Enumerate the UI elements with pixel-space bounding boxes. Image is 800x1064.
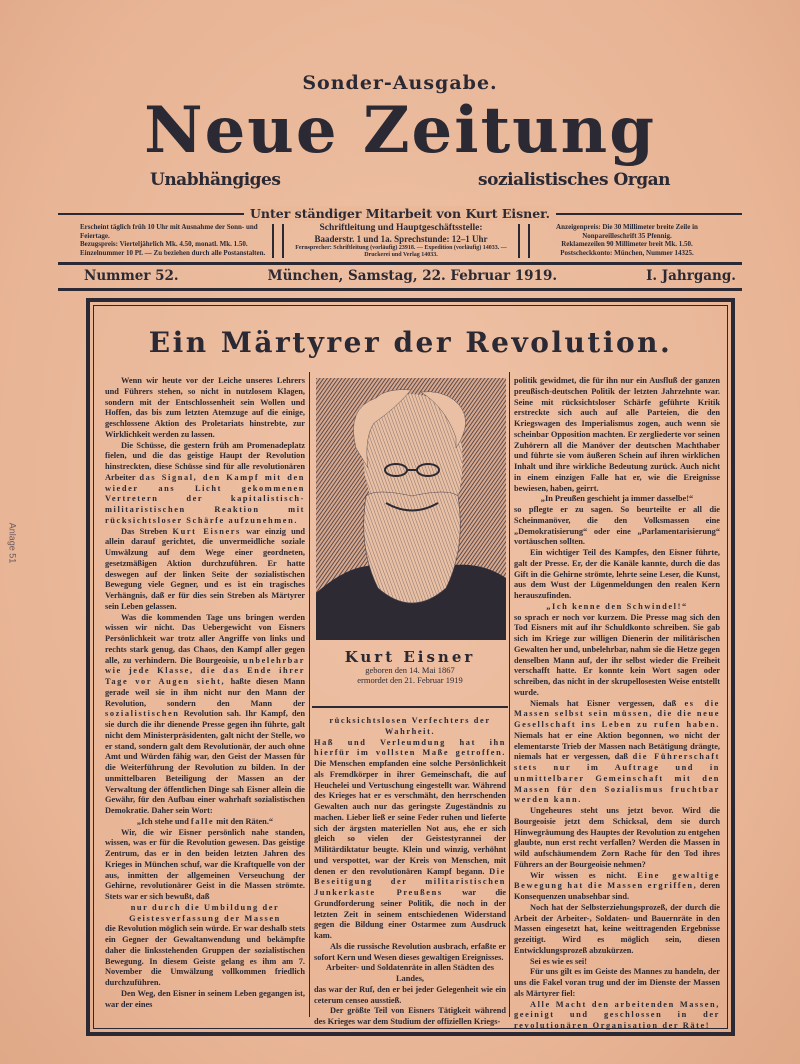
archive-annotation: Anlage 51 [7,522,18,564]
paragraph-text: Wenn wir heute vor der Leiche unseres Lehrers und Führers stehen, so nicht in nutzlosem Klagen, sondern mit der Entschlossenheit sein Wollen und Hoffen, das bis zum letzten Atemzuge auf die einige, geschlossene Aktion des Proletariats hinstrebte, zur Wirklichkeit werden zu lassen. [105,376,305,439]
portrait-caption [312,648,508,685]
article-paragraph [314,985,506,1007]
paragraph-text: Ungeheures steht uns jetzt bevor. Wird die Bourgeoisie jetzt dem Schicksal, dem sie durch Hinwegräumung des Hauptes der Revolution zu entgehen glaubte, nun erst recht verfallen? Werden die Massen in wild aufschäumendem Zorn Rache für den Tod ihres Führers an der Bourgeoisie nehmen? [514,806,720,869]
column-divider [309,372,310,1017]
info-line: Schriftleitung und Hauptgeschäftsstelle: [319,223,483,233]
info-line: Baaderstr. 1 und 1a. Sprechstunde: 12–1 Uhr [314,234,488,244]
emphasized-text: unbelehrbar wie jede Klasse, die das Ende ihrer Tage vor Augen sieht, [105,655,305,686]
subtitle-right: sozialistisches Organ [478,170,670,190]
article-paragraph [105,903,305,925]
caption-born: geboren den 14. Mai 1867 [365,665,455,675]
divider [58,288,742,291]
article-column-3 [514,376,721,1030]
article-paragraph [105,376,305,441]
emphasized-text: falle [190,816,215,826]
issue-row [84,268,736,284]
article-paragraph [514,957,720,968]
paragraph-text: Noch hat der Selbsterziehungsprozeß, der durch die Arbeit der Arbeiter-, Soldaten- und Bauernräte in den Massen eingesetzt hat, keine weittragenden Ergebnisse gezeitigt. Wird es möglich sein, diesen Entwicklungsprozeß abzukürzen. [514,902,720,955]
paragraph-text: deren Konsequenzen unabsehbar sind. [514,881,721,901]
info-publication [80,223,268,257]
emphasized-text: nur durch die Umbildung der Geistesverfassung der Massen [129,902,281,923]
article-paragraph [105,828,305,903]
article-paragraph [514,1000,720,1032]
article-paragraph [105,924,305,989]
caption-name: Kurt Eisner [344,648,476,666]
paragraph-text: Niemals hat er eine Aktion begonnen, wo nicht der elementarste Trieb der Massen nach Betätigung drängte, niemals hat er vergessen, daß [514,730,720,762]
article-paragraph [514,871,720,903]
paragraph-text: Den Weg, den Eisner in seinem Leben gegangen ist, war der eines [105,988,305,1009]
article-paragraph [105,527,305,613]
emphasized-text: „Ich kenne den Schwindel!“ [546,601,688,611]
article-paragraph [514,699,720,807]
issue-date: München, Samstag, 22. Februar 1919. [267,268,558,284]
emphasized-text: die Führerschaft stets nur im Auftrage und in unmittelbarer Gemeinschaft mit den Massen für den Sozialismus fruchtbar werden kann. [514,752,720,805]
article-paragraph [514,967,720,999]
paragraph-text: war einzig und allein darauf gerichtet, die unvermeidliche soziale Umwälzung auf dem Wege einer geordneten, gesetzmäßigen Aktion durchzuführen. Er hatte deswegen auf der linken Seite der sozialistischen Bewegung viele Gegner, und es ist ein tragisches Verhängnis, daß er für dies sein Streben als Märtyrer sein Leben gelassen. [105,526,305,611]
paragraph-text: Wir wissen es nicht. [530,870,638,880]
article-column-2 [314,716,506,1026]
portrait-image [316,378,506,640]
article-paragraph [314,963,506,985]
article-paragraph [514,613,720,699]
emphasized-text: das Signal, den Kampf mit den wieder ans Licht gekommenen Vertretern der kapitalistisch-militaristischen Reaktion mit rücksichtsloser Schärfe aufzunehmen. [105,472,305,525]
paragraph-text: Der größte Teil von Eisners Tätigkeit während des Krieges war dem Studium der offiziellen Kriegs- [314,1006,506,1026]
paragraph-text: Revolution sah. Ihr Kampf, den sie durch die ihr dienende Presse gegen ihn führte, galt nicht dem Ministerpräsidenten, galt nicht der Stelle, wo er stand, sondern galt dem Revolutionär, der auch ohne Amt und Würden fähig war, den Geist der Massen für die Weiterführung der Revolution zu bilden. In der unmittelbaren Beteiligung der Massen an der Verwaltung der öffentlichen Dinge sah Eisner allein die Gewähr, für den Aufbau einer wahrhaft sozialistischen Demokratie. Daher sein Wort: [105,709,305,815]
paragraph-text: mit den Räten.“ [214,816,274,826]
article-paragraph [314,716,506,738]
paragraph-text: politik gewidmet, die für ihn nur ein Ausfluß der ganzen preußisch-deutschen Politik der letzten Jahrzehnte war. Seine mit rücksichtsloser Schärfe geführte Kritik erstreckte sich auch auf alle Parteien, die den Kriegswagen des Imperialismus zogen, auch wenn sie scheinbar Opposition machten. Er zergliederte vor seinen Zuhörern all die Manöver der deutschen Machthaber und führte sie vom äußeren Schein auf ihren wirklichen Inhalt und ihre wirkliche Bedeutung zurück. Auch nicht in einem einzigen Falle hat er, wie die Ereignisse bewiesen, haben, geirrt. [514,376,720,493]
article-paragraph [514,602,720,613]
article-column-1 [105,376,305,1016]
info-line: Einzelnummer 10 Pf. — Zu beziehen durch alle Postanstalten. [80,248,266,257]
divider [312,706,508,708]
masthead-subtitle [150,170,670,190]
paragraph-text: war die Grundforderung seiner Politik, die noch in der letzten Zeit in seinem entschiedenen Widerstand gegen die Bildung einer Ostarmee zum Ausdruck kam. [314,888,506,940]
info-line: Erscheint täglich früh 10 Uhr mit Ausnahme der Sonn- und Feiertage. [80,223,258,240]
paragraph-text: so pflegte er zu sagen. So beurteilte er all die Scheinmanöver, die den Volksmassen eine „Demokratisierung“ oder eine „Parlamentarisierung“ vortäuschen sollten. [514,505,720,547]
newspaper-masthead: Neue Zeitung [144,93,656,168]
paragraph-text: Die Schüsse, die gestern früh am Promenadeplatz fielen, und die das geistige Haupt der Revolution hinstreckten, diese Schüsse sind für alle revolutionären Arbeiter [105,440,305,482]
article-paragraph [314,1006,506,1028]
article-paragraph [514,548,720,602]
paragraph-text: Arbeiter- und Soldatenräte in allen Städten des Landes, [326,963,494,983]
emphasized-text: Kurt Eisners [172,526,241,536]
paragraph-text: Sei es wie es sei! [530,956,588,966]
paragraph-text: Niemals hat Eisner vergessen, daß [530,698,685,708]
info-editorial-office [290,223,512,259]
article-paragraph [105,441,305,527]
edition-label: Sonder-Ausgabe. [302,72,498,94]
collaboration-line [0,206,800,221]
column-divider [509,372,510,1017]
info-advertising [534,223,720,257]
article-paragraph [514,376,720,494]
article-paragraph [105,613,305,817]
info-line: Anzeigenpreis: Die 30 Millimeter breite Zeile in Nonpareilleschrift 35 Pfennig. [556,223,698,240]
caption-died: ermordet den 21. Februar 1919 [357,674,463,685]
emphasized-text: Die Beseitigung der militaristischen Junkerkaste Preußens [314,866,506,897]
emphasized-text: es die Massen selbst sein müssen, die die neue Gesellschaft ins Leben zu rufen haben. [514,698,720,729]
paragraph-text: Wir, die wir Eisner persönlich nahe standen, wissen, was er für die Revolution gewesen. Das geistige Zentrum, das er in den beiden letzten Jahren des Krieges in München schuf, war die Kraftquelle von der aus, inmitten der allgemeinen Verseuchung der Gehirne, revolutionärer Geist in die Massen strömte. Stets war er sich bewußt, daß [105,827,305,901]
paragraph-text: so sprach er noch vor kurzem. Die Presse mag sich den Tod Eisners mit auf ihr Schuldkonto schreiben. Sie gab sich im Kriege zur willigen Dienerin der militärischen Gewalten her und, unbelehrbar, nahm sie die Hetze gegen denselben Mann auf, der ihr selbst wieder die Freiheit verschafft hatte. Er konnte kein Wort sagen oder schreiben, das nicht in der skrupellosesten Weise entstellt wurde. [514,612,720,697]
issue-volume: I. Jahrgang. [646,268,736,284]
emphasized-text: Eine gewaltige Bewegung hat die Massen ergriffen, [514,870,720,891]
divider [518,224,530,258]
paragraph-text: haßte diesen Mann gerade weil sie in ihm nicht nur den Mann der Revolution, sondern den Mann der [105,677,305,708]
paragraph-text: Als die russische Revolution ausbrach, erfaßte er sofort Kern und Wesen dieses gewaltigen Ereignisses. [314,941,506,962]
paragraph-text: Die Menschen empfanden eine solche Persönlichkeit als Fremdkörper in ihrer Gemeinschaft, die auf Heuchelei und Vertuschung eingestellt war. Während des Krieges hat er es verschmäht, den herrschenden Gewalten auch nur das geringste Zugeständnis zu machen. Lieber ließ er seine Feder ruhen und lieferte sich der ärgsten materiellen Not aus, ehe er sich gleich so vielen der Geistestyrannei der Militärdiktatur beugte. Klein und winzig, verhöhnt und verspottet, war der Kreis von Menschen, mit denen er den revolutionären Kampf begann. [314,759,506,876]
emphasized-text: sozialistischen [105,709,180,719]
paragraph-text: die Revolution möglich sein würde. Er war deshalb stets ein Gegner der Gewaltanwendung und bekämpfte daher die linksstehenden Gruppen der sozialistischen Bewegung. In diesem Geiste gelang es ihm am 7. November die Umwälzung vollkommen friedlich durchzuführen. [105,924,305,987]
paragraph-text: „Ich stehe und [136,816,191,826]
info-line: Bezugspreis: Vierteljährlich Mk. 4.50, monatl. Mk. 1.50. [80,240,248,248]
paragraph-text: Ein wichtiger Teil des Kampfes, den Eisner führte, galt der Presse. Er, der die Kanäle kannte, durch die das Gift in die Gehirne strömte, lehrte seine Leser, die Kunst, aus dem Wust der Lügenmeldungen den realen Kern herauszufinden. [514,548,720,600]
info-line: Postscheckkonto: München, Nummer 14325. [560,248,694,257]
article-paragraph [105,989,305,1011]
issue-number: Nummer 52. [84,268,179,284]
paragraph-text: Für uns gilt es im Geiste des Mannes zu handeln, der uns die Fakel voran trug und der im Dienste der Massen als Märtyrer fiel: [514,967,720,998]
article-paragraph [314,942,506,964]
paragraph-text: Das Streben [121,526,173,536]
article-title: Ein Märtyrer der Revolution. [148,326,673,359]
article-paragraph [314,738,506,942]
article-paragraph [514,494,720,505]
article-paragraph [105,817,305,828]
collaboration-text: Unter ständiger Mitarbeit von Kurt Eisner. [244,206,556,221]
article-paragraph [514,505,720,548]
info-line: Fernsprecher: Schriftleitung (vorläufig) 23918. — Expedition (vorläufig) 14033. — Druckerei und Verlag 14033. [295,244,507,258]
emphasized-text: rücksichtslosen Verfechters der Wahrheit. [329,716,491,736]
divider [58,262,742,265]
paragraph-text: Was die kommenden Tage uns bringen werden wissen wir nicht. Das Uebergewicht von Eisners Persönlichkeit war trotz aller Angriffe von links und rechts stark genug, das Chaos, den Kampf aller gegen alle, zu verhindern. Die Bourgeoisie, [105,612,305,665]
emphasized-text: Haß und Verleumdung hat ihn hierfür im vollsten Maße getroffen. [314,737,506,758]
paragraph-text: „In Preußen geschieht ja immer dasselbe!“ [540,494,694,504]
paragraph-text: das war der Ruf, den er bei jeder Gelegenheit wie ein ceterum censeo ausstieß. [314,984,506,1005]
article-paragraph [514,903,720,957]
subtitle-left: Unabhängiges [150,170,281,190]
emphasized-text: Alle Macht den arbeitenden Massen, geeinigt und geschlossen in der revolutionären Organisation der Räte! [514,999,720,1030]
info-line: Reklamezeilen 90 Millimeter breit Mk. 1.50. [561,240,693,248]
article-paragraph [514,806,720,871]
divider [272,224,284,258]
